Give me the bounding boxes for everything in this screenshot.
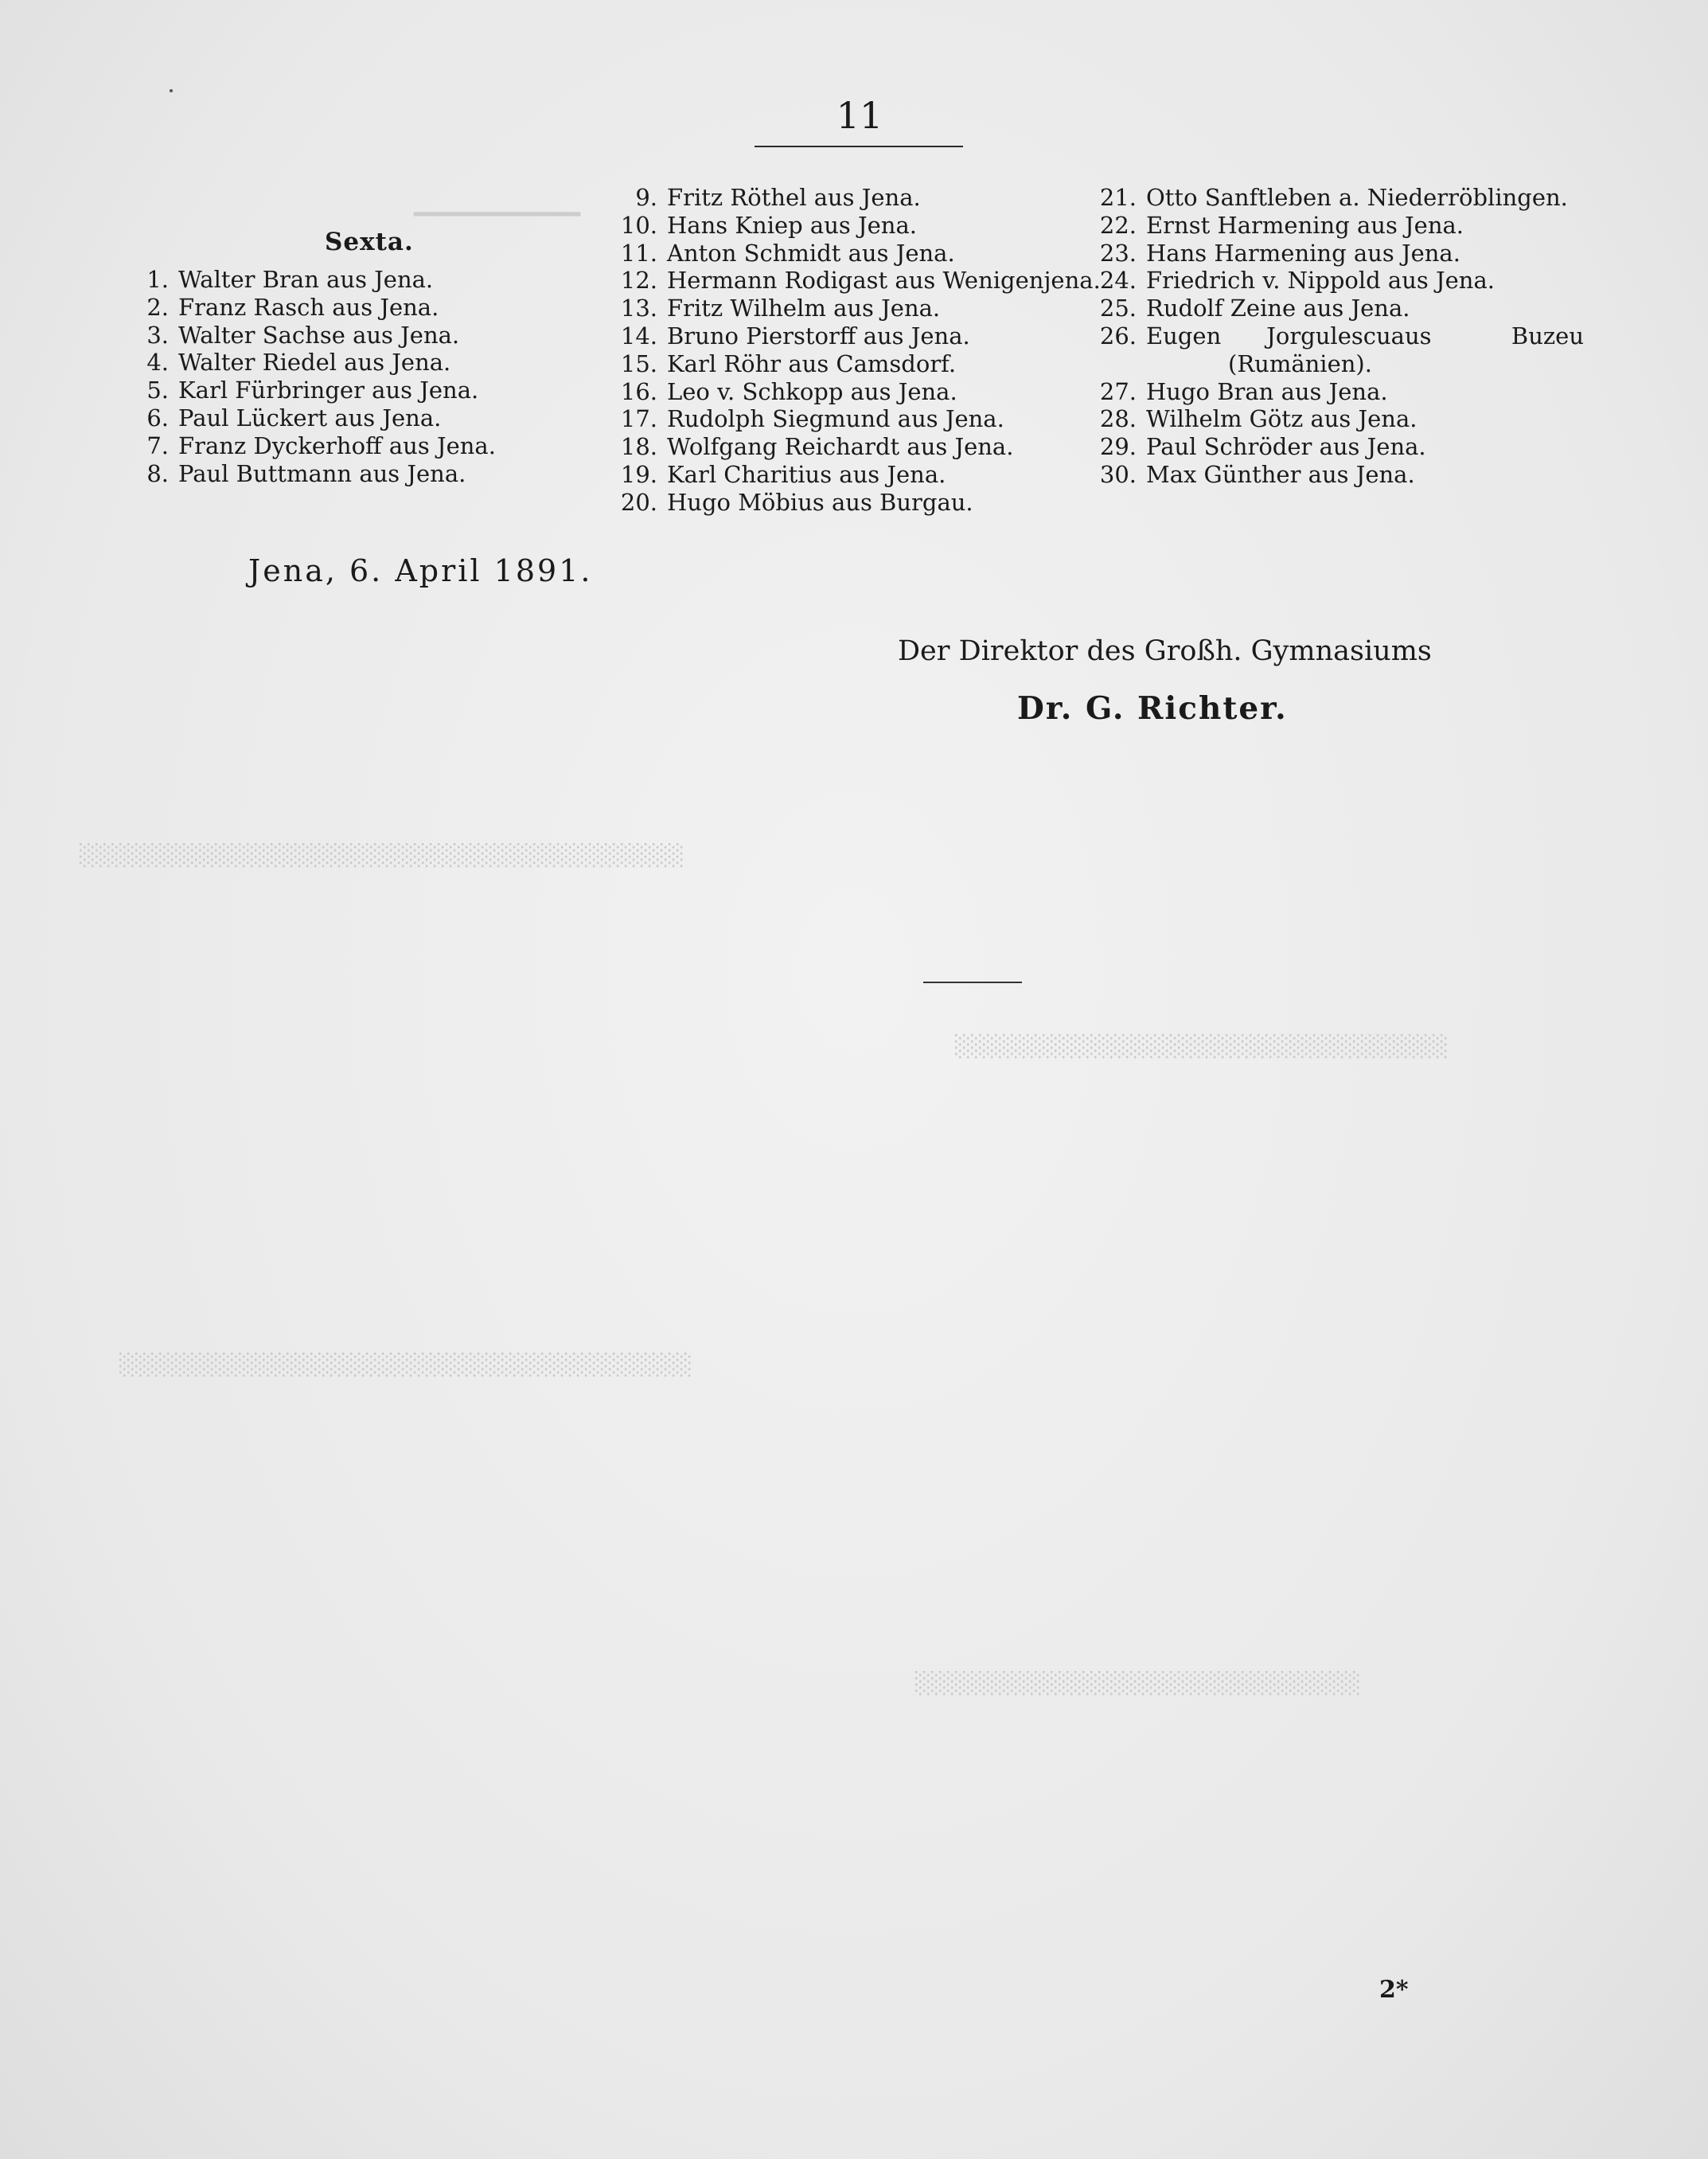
student-number: 9. [635,184,657,211]
page-number: 11 [836,94,883,137]
student-row [605,433,1101,461]
student-name: Ernst Harmening aus Jena. [1146,211,1464,239]
student-row [1098,322,1584,350]
student-row [605,405,1101,433]
student-number: 27. [1099,377,1137,405]
student-row [1098,461,1584,489]
student-column-2 [605,184,1101,517]
student-row [135,404,496,432]
bleed-through-text: ░░░░░░░░░░░░░░░░░░░░░░░░░░░░░░░ [955,1035,1449,1059]
student-name: Hugo Bran aus Jena. [1146,377,1388,405]
student-name: Hermann Rodigast aus Wenigenjena. [667,267,1101,295]
student-name-word: Buzeu [1511,322,1585,349]
class-heading: Sexta. [325,228,414,256]
student-name: Wilhelm Götz aus Jena. [1146,405,1417,433]
student-number: 23. [1099,239,1137,267]
dateline: Jena, 6. April 1891. [248,553,593,588]
student-row [1098,212,1584,240]
student-number: 11. [620,239,657,267]
student-name: Otto Sanftleben a. Niederröblingen. [1146,184,1568,211]
student-number: 4. [146,349,169,377]
student-row [605,489,1101,517]
student-row [605,295,1101,322]
student-name: Franz Rasch aus Jena. [178,293,439,321]
student-name: Paul Schröder aus Jena. [1146,433,1426,461]
student-name: Hans Kniep aus Jena. [667,211,917,239]
student-name: Fritz Röthel aus Jena. [667,184,921,211]
student-number: 14. [620,322,657,349]
student-name: Walter Bran aus Jena. [178,266,434,293]
student-number: 19. [620,460,657,488]
student-column-1 [135,266,496,487]
student-row [605,461,1101,489]
student-number: 18. [620,433,657,461]
student-name: Walter Sachse aus Jena. [178,321,460,349]
student-name: Paul Buttmann aus Jena. [178,459,466,487]
student-name: Wolfgang Reichardt aus Jena. [667,433,1014,461]
student-row [1098,378,1584,406]
student-name: Walter Riedel aus Jena. [178,349,451,377]
student-number: 15. [620,349,657,377]
student-row [605,240,1101,267]
bleed-through-text: ░░░░░░░░░░░░░░░░░░░░░░░░░░░░░░░░░░░░░░ [80,844,684,868]
header-rule [755,146,963,147]
student-row [135,322,496,349]
student-row [1098,267,1584,295]
student-row [135,460,496,488]
student-number: 17. [620,405,657,433]
student-number: 20. [620,488,657,516]
bleed-through-text: ░░░░░░░░░░░░░░░░░░░░░░░░░░░░ [915,1672,1361,1696]
student-number: 10. [620,211,657,239]
student-row [605,267,1101,295]
student-number: 1. [146,266,169,293]
student-name: Karl Charitius aus Jena. [667,460,946,488]
student-name: Rudolf Zeine aus Jena. [1146,295,1410,322]
student-name: Fritz Wilhelm aus Jena. [667,295,941,322]
student-number: 21. [1099,184,1137,211]
student-number: 3. [146,321,169,349]
student-number: 2. [146,293,169,321]
signature-title: Der Direktor des Großh. Gymnasiums [898,635,1432,667]
student-name: Hans Harmening aus Jena. [1146,239,1460,267]
student-name-word: Eugen [1146,322,1222,349]
student-name-word: Jorgulescu [1266,322,1391,349]
student-row [605,322,1101,350]
student-number: 7. [146,431,169,459]
student-number: 25. [1099,295,1137,322]
student-number: 30. [1099,460,1137,488]
student-row [605,212,1101,240]
student-row [1098,295,1584,322]
student-number: 22. [1099,211,1137,239]
student-number: 5. [146,377,169,404]
student-number: 12. [620,267,657,295]
student-number: 16. [620,377,657,405]
student-number: 13. [620,295,657,322]
student-number: 26. [1099,322,1137,349]
student-row [135,349,496,377]
speck [170,89,173,92]
student-row [135,432,496,460]
student-column-3 [1098,184,1584,489]
student-number: 6. [146,404,169,431]
student-row [605,184,1101,212]
student-name: Karl Fürbringer aus Jena. [178,377,479,404]
student-number: 24. [1099,267,1137,295]
student-name: Bruno Pierstorff aus Jena. [667,322,970,349]
student-name: Paul Lückert aus Jena. [178,404,442,431]
student-number: 28. [1099,405,1137,433]
student-row [1098,184,1584,212]
student-name: Anton Schmidt aus Jena. [667,239,955,267]
student-name: Rudolph Siegmund aus Jena. [667,405,1004,433]
student-name: Hugo Möbius aus Burgau. [667,488,973,516]
student-row-continuation [1098,350,1584,378]
student-name: Franz Dyckerhoff aus Jena. [178,431,496,459]
student-row [1098,240,1584,267]
student-name: Max Günther aus Jena. [1146,460,1415,488]
student-row [135,294,496,322]
student-name-word: aus [1390,322,1432,349]
signature-mark: 2* [1379,1976,1409,2004]
student-row [1098,433,1584,461]
student-number: 8. [146,459,169,487]
student-row [135,266,496,294]
student-number: 29. [1099,433,1137,461]
student-row [605,378,1101,406]
section-rule [923,982,1022,983]
student-name: Karl Röhr aus Camsdorf. [667,349,957,377]
student-name: Leo v. Schkopp aus Jena. [667,377,957,405]
student-name: Friedrich v. Nippold aus Jena. [1146,267,1495,295]
bleed-through-text: ░░░░░░░░░░░░░░░░░░░░░░░░░░░░░░░░░░░░ [119,1353,692,1377]
bleed-through-text: ▁▁▁▁▁▁▁▁ [414,185,581,217]
signature-name: Dr. G. Richter. [1017,690,1288,727]
student-name-continuation: (Rumänien). [1228,349,1372,377]
student-row [135,377,496,404]
student-row [605,350,1101,378]
student-row [1098,405,1584,433]
